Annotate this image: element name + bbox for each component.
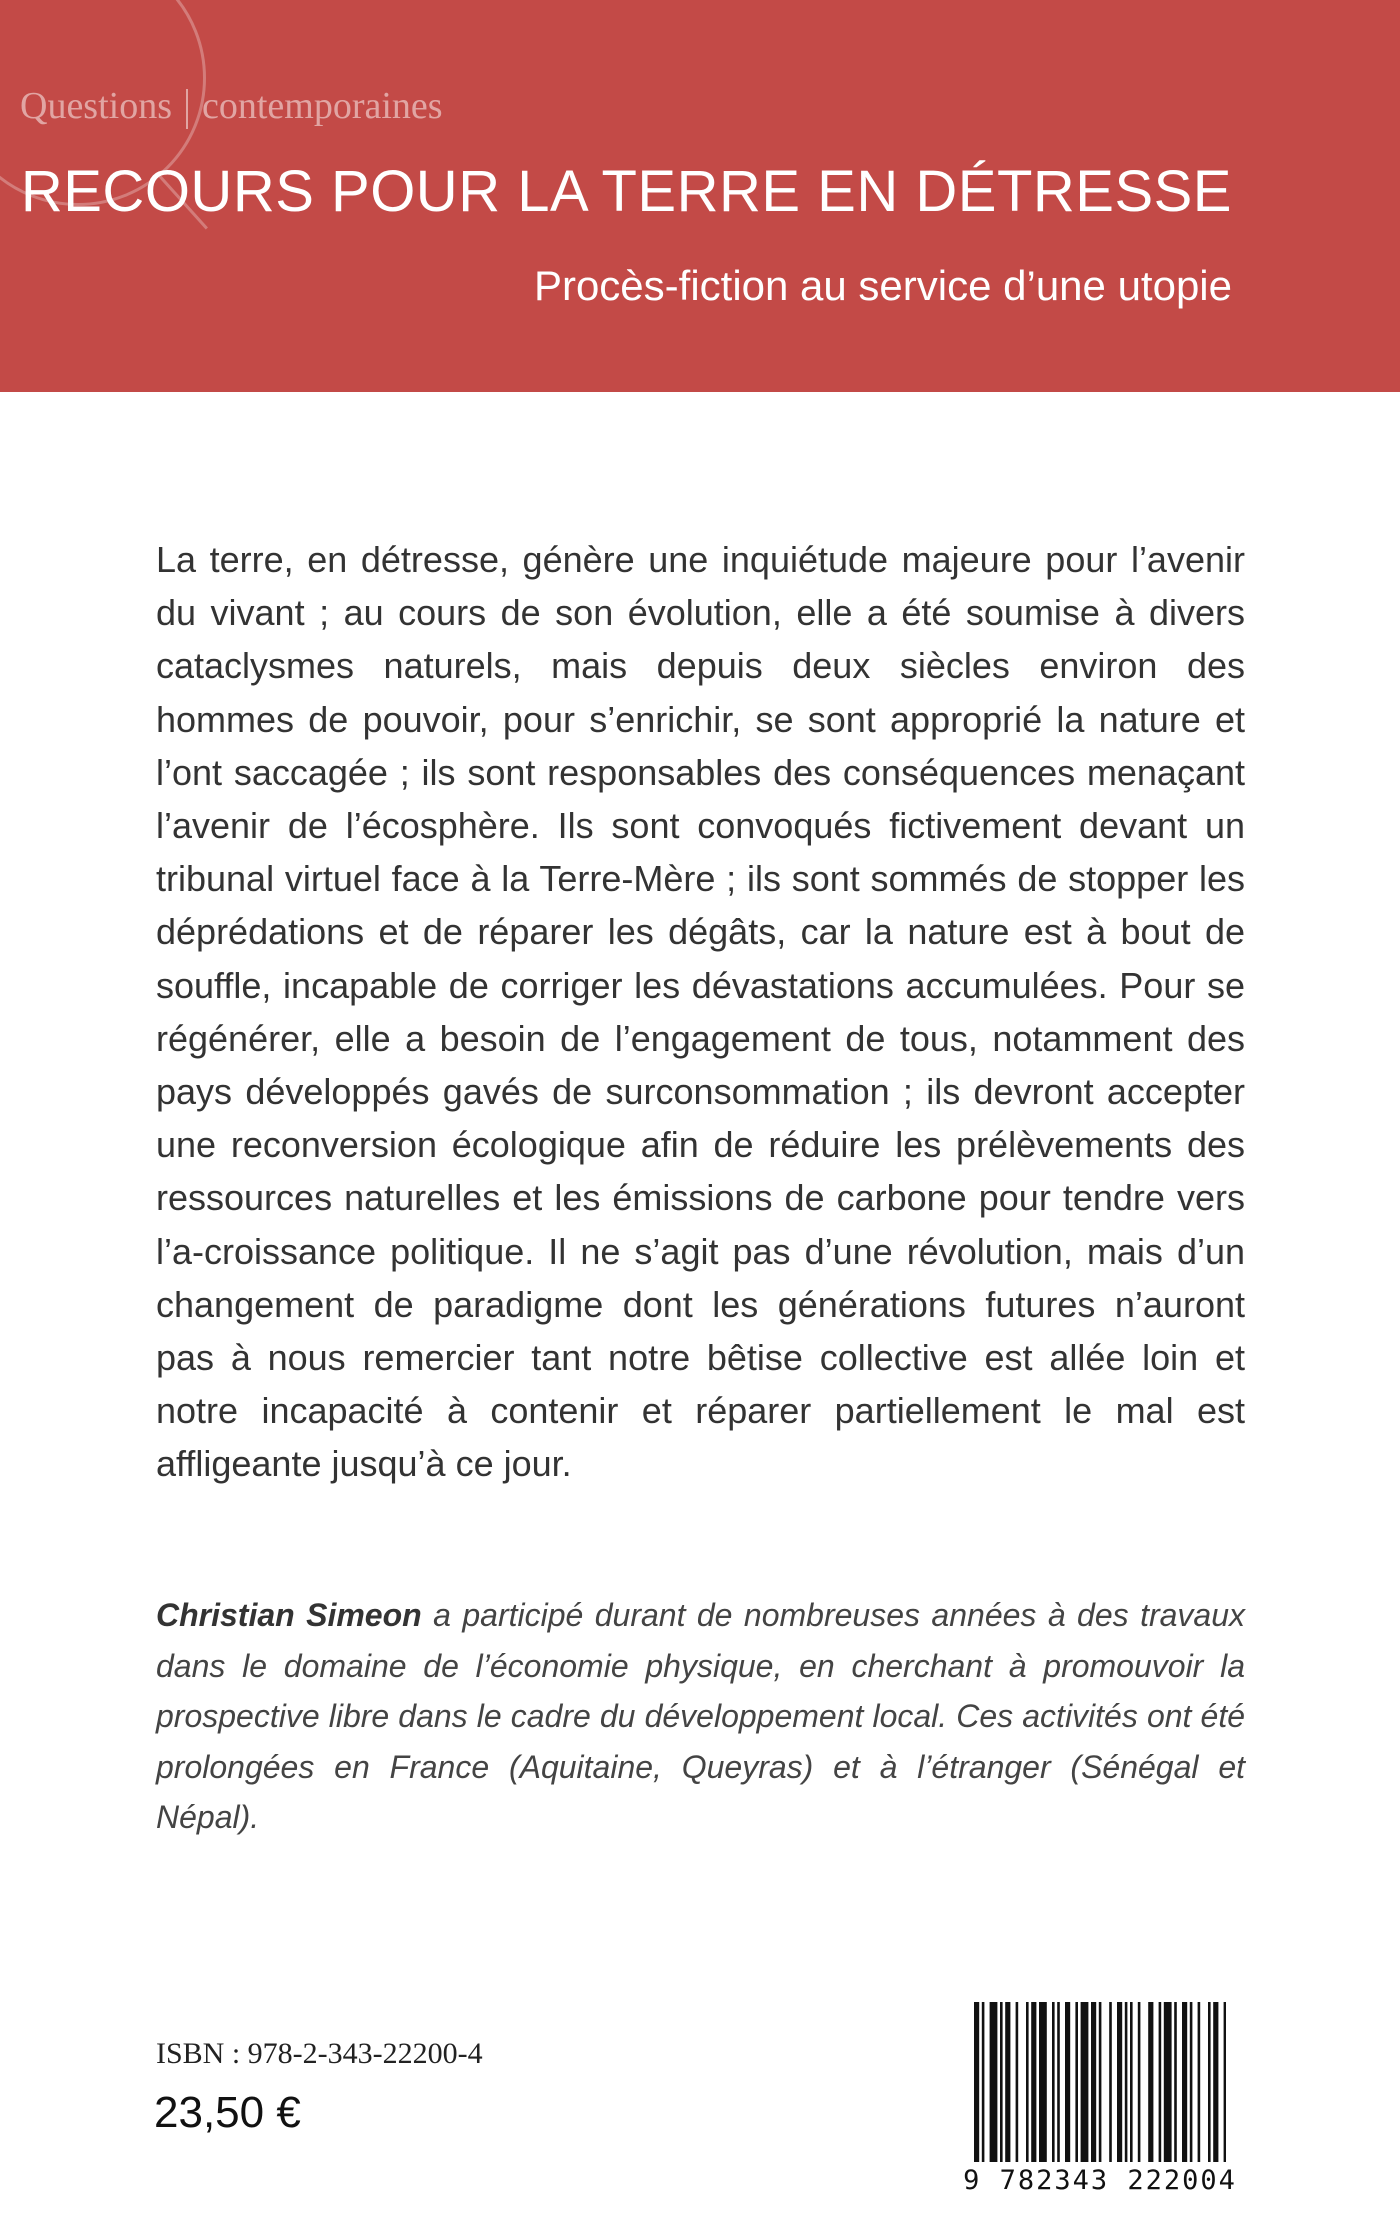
barcode-bars	[974, 2002, 1226, 2167]
barcode-bar	[1026, 2002, 1029, 2162]
book-title: RECOURS POUR LA TERRE EN DÉTRESSE	[20, 159, 1232, 224]
collection-name-right: contemporaines	[202, 85, 443, 127]
barcode-bar	[1099, 2002, 1102, 2162]
barcode-bar	[1081, 2002, 1089, 2162]
barcode-bar	[1182, 2002, 1187, 2162]
isbn: ISBN : 978-2-343-22200-4	[156, 2037, 483, 2070]
barcode-bar	[1005, 2002, 1010, 2162]
barcode-bar	[1000, 2002, 1003, 2162]
barcode-bar	[1065, 2002, 1070, 2162]
barcode-bar	[1075, 2002, 1078, 2162]
barcode-bar	[974, 2002, 979, 2162]
barcode-bar	[1016, 2002, 1019, 2162]
barcode-bar	[1130, 2002, 1133, 2162]
book-summary: La terre, en détresse, génère une inquiétude majeure pour l’avenir du vivant ; au cours de son évolution, elle a été soumise à divers cataclysmes naturels, mais depuis deux siècles environ des hommes de pouvoir, pour s’enrichir, se sont approprié la nature et l’ont saccagée ; ils sont responsables des conséquences menaçant l’avenir de l’écosphère. Ils sont convoqués fictivement devant un tribunal virtuel face à la Terre-Mère ; ils sont sommés de stopper les déprédations et de réparer les dégâts, car la nature est à bout de souffle, incapable de corriger les dévastations accumulées. Pour se régénérer, elle a besoin de l’engagement de tous, notamment des pays développés gavés de surconsommation ; ils devront accepter une reconversion écologique afin de réduire les prélèvements des ressources naturelles et les émissions de carbone pour tendre vers l’a-croissance politique. Il ne s’agit pas d’une révolution, mais d’un changement de paradigme dont les générations futures n’auront pas à nous remercier tant notre bêtise collective est allée loin et notre incapacité à contenir et réparer partiellement le mal est affligeante jusqu’à ce jour.	[156, 539, 1245, 1485]
barcode-bar	[1091, 2002, 1096, 2162]
barcode-bar	[1039, 2002, 1047, 2162]
barcode-bar	[1031, 2002, 1036, 2162]
barcode-bar	[1174, 2002, 1177, 2162]
author-bio-text: a participé durant de nombreuses années à des travaux dans le domaine de l’économie physique, en cherchant à promouvoir la prospective libre dans le cadre du développement local. Ces activités ont été prolongées en France (Aquitaine, Queyras) et à l’étranger (Sénégal et Népal).	[156, 1597, 1246, 1835]
book-subtitle: Procès-fiction au service d’une utopie	[533, 262, 1232, 309]
barcode-bar	[1138, 2002, 1141, 2162]
barcode-bar	[982, 2002, 985, 2162]
barcode-bar	[1109, 2002, 1112, 2162]
barcode-bar	[1125, 2002, 1128, 2162]
barcode-bar	[1117, 2002, 1122, 2162]
author-bio	[156, 1590, 1245, 1843]
barcode-bar	[1198, 2002, 1201, 2162]
barcode-bar	[1164, 2002, 1172, 2162]
barcode-bar	[1148, 2002, 1153, 2162]
collection-name	[20, 84, 443, 129]
barcode	[962, 2002, 1238, 2202]
barcode-bar	[1208, 2002, 1211, 2162]
collection-separator	[186, 89, 188, 129]
header-band	[0, 0, 1400, 392]
barcode-bar	[1213, 2002, 1218, 2162]
barcode-bar	[1224, 2002, 1226, 2162]
collection-name-left: Questions	[20, 85, 172, 127]
barcode-bar	[1057, 2002, 1060, 2162]
barcode-bar	[1159, 2002, 1162, 2162]
barcode-bar	[1052, 2002, 1055, 2162]
price: 23,50 €	[154, 2088, 301, 2137]
author-name: Christian Simeon	[156, 1597, 422, 1633]
barcode-bar	[1190, 2002, 1193, 2162]
barcode-bar	[990, 2002, 998, 2162]
barcode-digits: 9 782343 222004	[963, 2165, 1237, 2196]
